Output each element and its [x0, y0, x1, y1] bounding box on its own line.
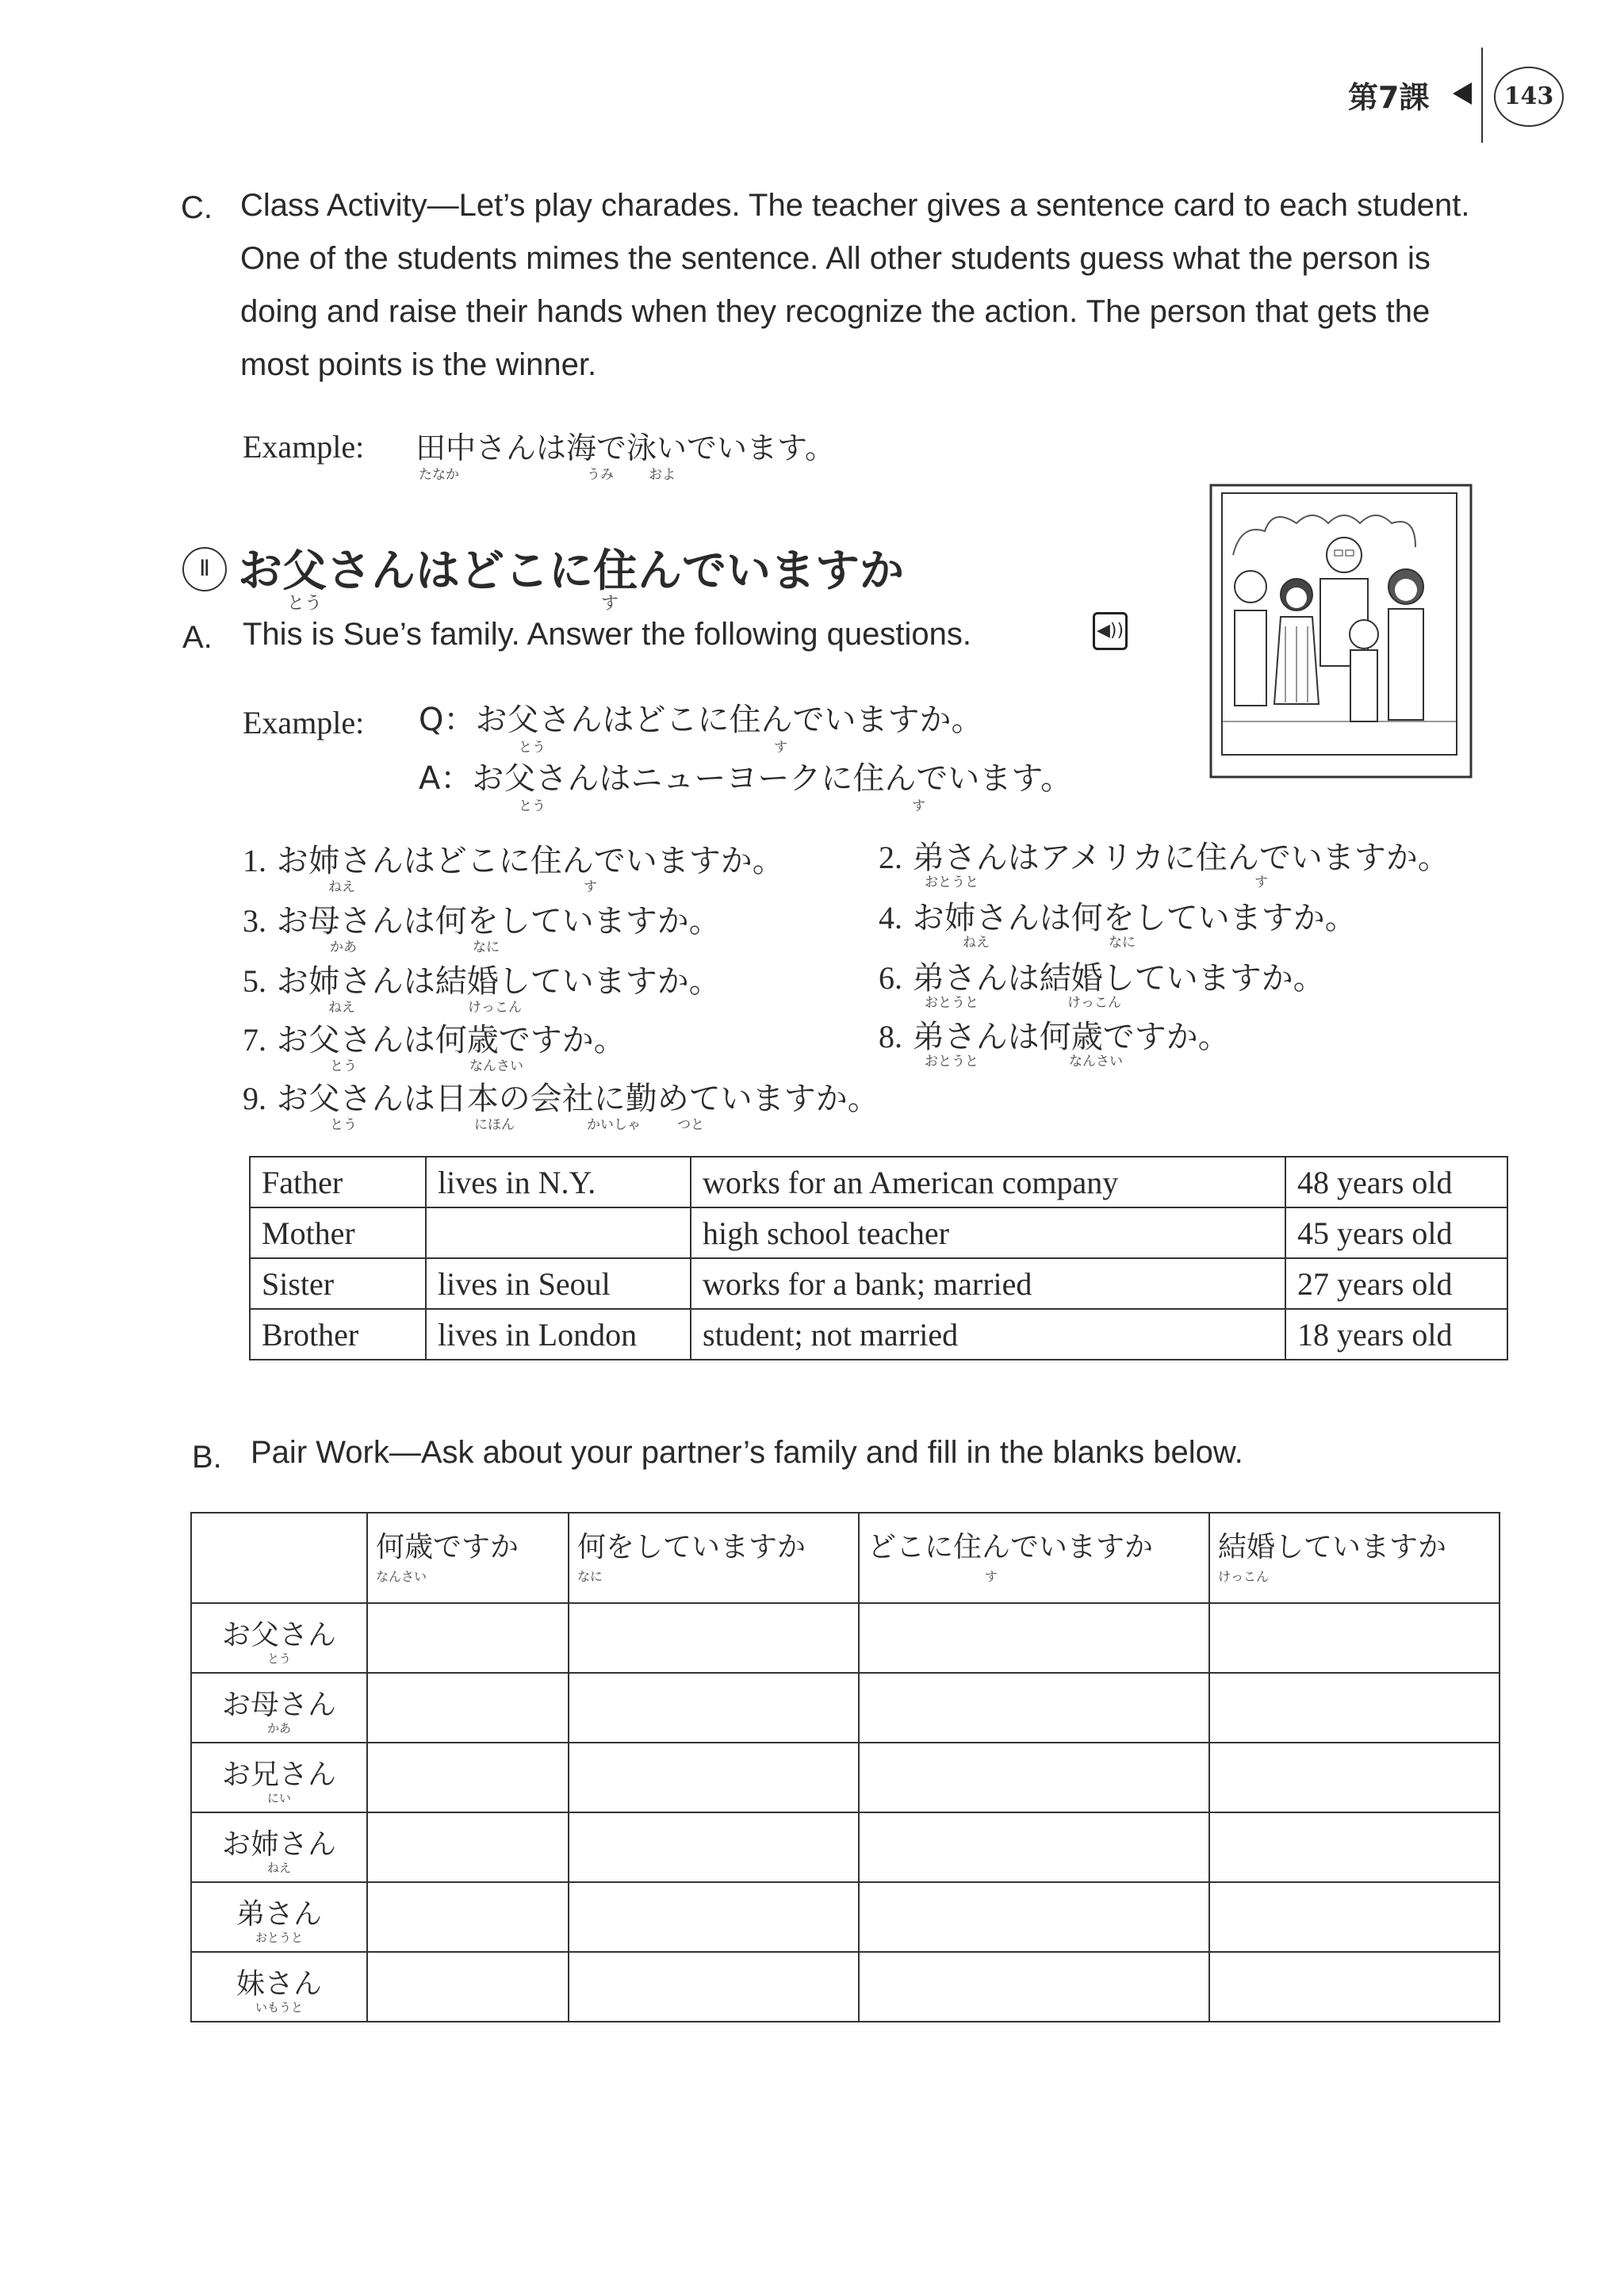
blank-cell[interactable] — [367, 1952, 569, 2022]
blank-cell[interactable] — [569, 1603, 859, 1673]
audio-icon[interactable]: ◀)) — [1093, 612, 1128, 650]
question-item — [243, 1015, 626, 1060]
blank-cell[interactable] — [1209, 1673, 1500, 1743]
blank-cell[interactable] — [569, 1743, 859, 1812]
part-a-example-question: Q：お父さんはどこに住んでいますか。 — [419, 702, 983, 738]
table-cell: lives in Seoul — [426, 1258, 691, 1309]
question-text: お母さんは何をしていますか。 — [276, 903, 721, 939]
table-row — [250, 1258, 1507, 1309]
table-row — [191, 1882, 1500, 1952]
question-item — [243, 896, 721, 941]
section-c-letter: C. — [181, 190, 213, 225]
furigana: とう — [287, 594, 323, 614]
table-row — [191, 1812, 1500, 1882]
part-b-instruction: Pair Work—Ask about your partner’s family and fill in the blanks below. — [251, 1435, 1243, 1470]
table-row — [250, 1157, 1507, 1207]
table-cell: works for a bank; married — [691, 1258, 1285, 1309]
question-number: 6. — [879, 960, 902, 996]
table-cell: high school teacher — [691, 1207, 1285, 1258]
question-number: 2. — [879, 840, 902, 875]
column-header — [1209, 1513, 1500, 1603]
furigana: かあ — [266, 1720, 291, 1735]
blank-cell[interactable] — [859, 1952, 1209, 2022]
column-header — [569, 1513, 859, 1603]
furigana: す — [774, 740, 787, 756]
question-text: 弟さんは結婚していますか。 — [912, 960, 1325, 997]
row-header — [191, 1603, 367, 1673]
blank-cell[interactable] — [569, 1673, 859, 1743]
part-a-letter: A. — [182, 620, 213, 655]
furigana: なんさい — [376, 1569, 427, 1584]
row-header — [191, 1812, 367, 1882]
row-header — [191, 1952, 367, 2022]
blank-cell[interactable] — [569, 1882, 859, 1952]
furigana: けっこん — [1218, 1569, 1270, 1584]
blank-cell[interactable] — [367, 1603, 569, 1673]
question-text: お姉さんは何をしていますか。 — [912, 900, 1357, 936]
furigana: およ — [649, 467, 676, 483]
column-header-label: 何歳ですか — [376, 1531, 519, 1563]
furigana: かいしゃ — [587, 1117, 641, 1133]
furigana: す — [912, 798, 925, 814]
furigana: つと — [677, 1117, 704, 1133]
table-cell: student; not married — [691, 1309, 1285, 1360]
furigana: なに — [1109, 935, 1136, 951]
furigana: とう — [519, 798, 546, 814]
row-header-label: 弟さん — [236, 1897, 322, 1931]
blank-cell[interactable] — [1209, 1812, 1500, 1882]
column-header-label: 結婚していますか — [1218, 1531, 1447, 1563]
question-number: 9. — [243, 1081, 266, 1116]
question-number: 5. — [243, 963, 266, 999]
question-text: お父さんは何歳ですか。 — [276, 1022, 626, 1058]
blank-cell[interactable] — [1209, 1603, 1500, 1673]
part-b-letter: B. — [192, 1440, 222, 1475]
table-row — [191, 1673, 1500, 1743]
furigana: なんさい — [469, 1058, 523, 1074]
blank-cell[interactable] — [859, 1812, 1209, 1882]
furigana: ねえ — [328, 879, 355, 895]
furigana: おとうと — [255, 1930, 303, 1945]
table-cell: 45 years old — [1285, 1207, 1507, 1258]
question-text: 弟さんは何歳ですか。 — [912, 1019, 1230, 1055]
table-row — [250, 1309, 1507, 1360]
part-a-example-answer: A：お父さんはニューヨークに住んでいます。 — [419, 760, 1073, 797]
furigana: とう — [266, 1651, 291, 1666]
furigana: いもうと — [255, 1999, 303, 2015]
table-cell: works for an American company — [691, 1157, 1285, 1207]
table-cell: Mother — [250, 1207, 426, 1258]
furigana: にほん — [474, 1117, 515, 1133]
table-header-row — [191, 1513, 1500, 1603]
question-text: 弟さんはアメリカに住んでいますか。 — [912, 840, 1450, 876]
section-c-example-sentence: 田中さんは海で泳いでいます。 — [416, 430, 835, 465]
table-cell: 48 years old — [1285, 1157, 1507, 1207]
question-text: お父さんは日本の会社に勤めていますか。 — [276, 1081, 879, 1117]
furigana: とう — [330, 1117, 357, 1133]
row-header-label: 妹さん — [236, 1967, 322, 2000]
blank-cell[interactable] — [367, 1673, 569, 1743]
blank-cell[interactable] — [859, 1882, 1209, 1952]
question-text: お姉さんはどこに住んでいますか。 — [276, 843, 784, 879]
table-row — [191, 1603, 1500, 1673]
row-header-label: お母さん — [221, 1688, 336, 1721]
furigana: おとうと — [925, 874, 979, 890]
table-cell: 27 years old — [1285, 1258, 1507, 1309]
furigana: かあ — [330, 939, 357, 955]
row-header-label: お兄さん — [221, 1758, 336, 1791]
blank-cell[interactable] — [859, 1673, 1209, 1743]
part-a-instruction: This is Sue’s family. Answer the following questions. — [243, 617, 971, 652]
table-row — [191, 1743, 1500, 1812]
row-header — [191, 1882, 367, 1952]
table-cell: lives in N.Y. — [426, 1157, 691, 1207]
table-cell: 18 years old — [1285, 1309, 1507, 1360]
table-row — [250, 1207, 1507, 1258]
lesson-label: 第7課 — [1348, 80, 1430, 115]
furigana: うみ — [587, 467, 614, 483]
column-header-label: どこに住んでいますか — [868, 1531, 1154, 1563]
question-item — [243, 956, 721, 1001]
table-corner-cell — [191, 1513, 367, 1603]
blank-cell[interactable] — [1209, 1882, 1500, 1952]
page-number: 143 — [1494, 67, 1564, 127]
row-header — [191, 1743, 367, 1812]
blank-cell[interactable] — [367, 1743, 569, 1812]
furigana: なに — [577, 1569, 603, 1584]
blank-cell[interactable] — [859, 1603, 1209, 1673]
furigana: す — [584, 879, 597, 895]
table-cell — [426, 1207, 691, 1258]
blank-cell[interactable] — [1209, 1743, 1500, 1812]
furigana: ねえ — [963, 935, 990, 951]
question-number: 8. — [879, 1019, 902, 1054]
table-row — [191, 1952, 1500, 2022]
furigana: たなか — [419, 467, 459, 483]
question-number: 7. — [243, 1022, 266, 1058]
header-divider — [1481, 48, 1483, 143]
furigana: おとうと — [925, 995, 979, 1011]
row-header — [191, 1673, 367, 1743]
question-text: お姉さんは結婚していますか。 — [276, 963, 721, 1000]
column-header — [859, 1513, 1209, 1603]
row-header-label: お父さん — [221, 1618, 336, 1651]
furigana: ねえ — [328, 1000, 355, 1016]
furigana: なに — [473, 939, 500, 955]
blank-cell[interactable] — [1209, 1952, 1500, 2022]
question-item — [243, 1073, 879, 1119]
part-a-example-label: Example: — [243, 705, 365, 740]
family-illustration — [1209, 484, 1473, 779]
furigana: なんさい — [1069, 1054, 1123, 1070]
blank-cell[interactable] — [859, 1743, 1209, 1812]
blank-cell[interactable] — [367, 1812, 569, 1882]
furigana: けっこん — [1067, 995, 1121, 1011]
furigana: す — [1254, 874, 1268, 890]
furigana: ねえ — [266, 1860, 291, 1875]
blank-cell[interactable] — [569, 1812, 859, 1882]
column-header — [367, 1513, 569, 1603]
table-cell: Sister — [250, 1258, 426, 1309]
furigana: す — [601, 594, 619, 614]
question-number: 1. — [243, 843, 266, 878]
blank-cell[interactable] — [367, 1882, 569, 1952]
furigana: おとうと — [925, 1054, 979, 1070]
section-c-instruction: Class Activity—Let’s play charades. The teacher gives a sentence card to each student. One of the students mimes the sentence. All other students guess what the person is doing and raise their hands when they recognize the action. The person that gets the most points is the winner. — [240, 188, 1470, 382]
table-cell: Father — [250, 1157, 426, 1207]
furigana: にい — [266, 1790, 291, 1805]
row-header-label: お姉さん — [221, 1827, 336, 1861]
blank-cell[interactable] — [569, 1952, 859, 2022]
table-cell: Brother — [250, 1309, 426, 1360]
pair-work-table — [190, 1512, 1500, 2022]
question-number: 3. — [243, 903, 266, 939]
section-c-example-label: Example: — [243, 429, 365, 465]
table-cell: lives in London — [426, 1309, 691, 1360]
question-item — [243, 836, 784, 881]
section-title: お父さんはどこに住んでいますか — [238, 545, 904, 597]
question-number: 4. — [879, 900, 902, 936]
column-header-label: 何をしていますか — [577, 1531, 806, 1563]
furigana: す — [985, 1569, 998, 1584]
furigana: とう — [330, 1058, 357, 1074]
lesson-pointer-icon — [1453, 82, 1472, 105]
furigana: とう — [519, 740, 546, 756]
section-number-badge: Ⅱ — [182, 547, 227, 591]
family-info-table — [249, 1156, 1508, 1360]
furigana: けっこん — [468, 1000, 522, 1016]
